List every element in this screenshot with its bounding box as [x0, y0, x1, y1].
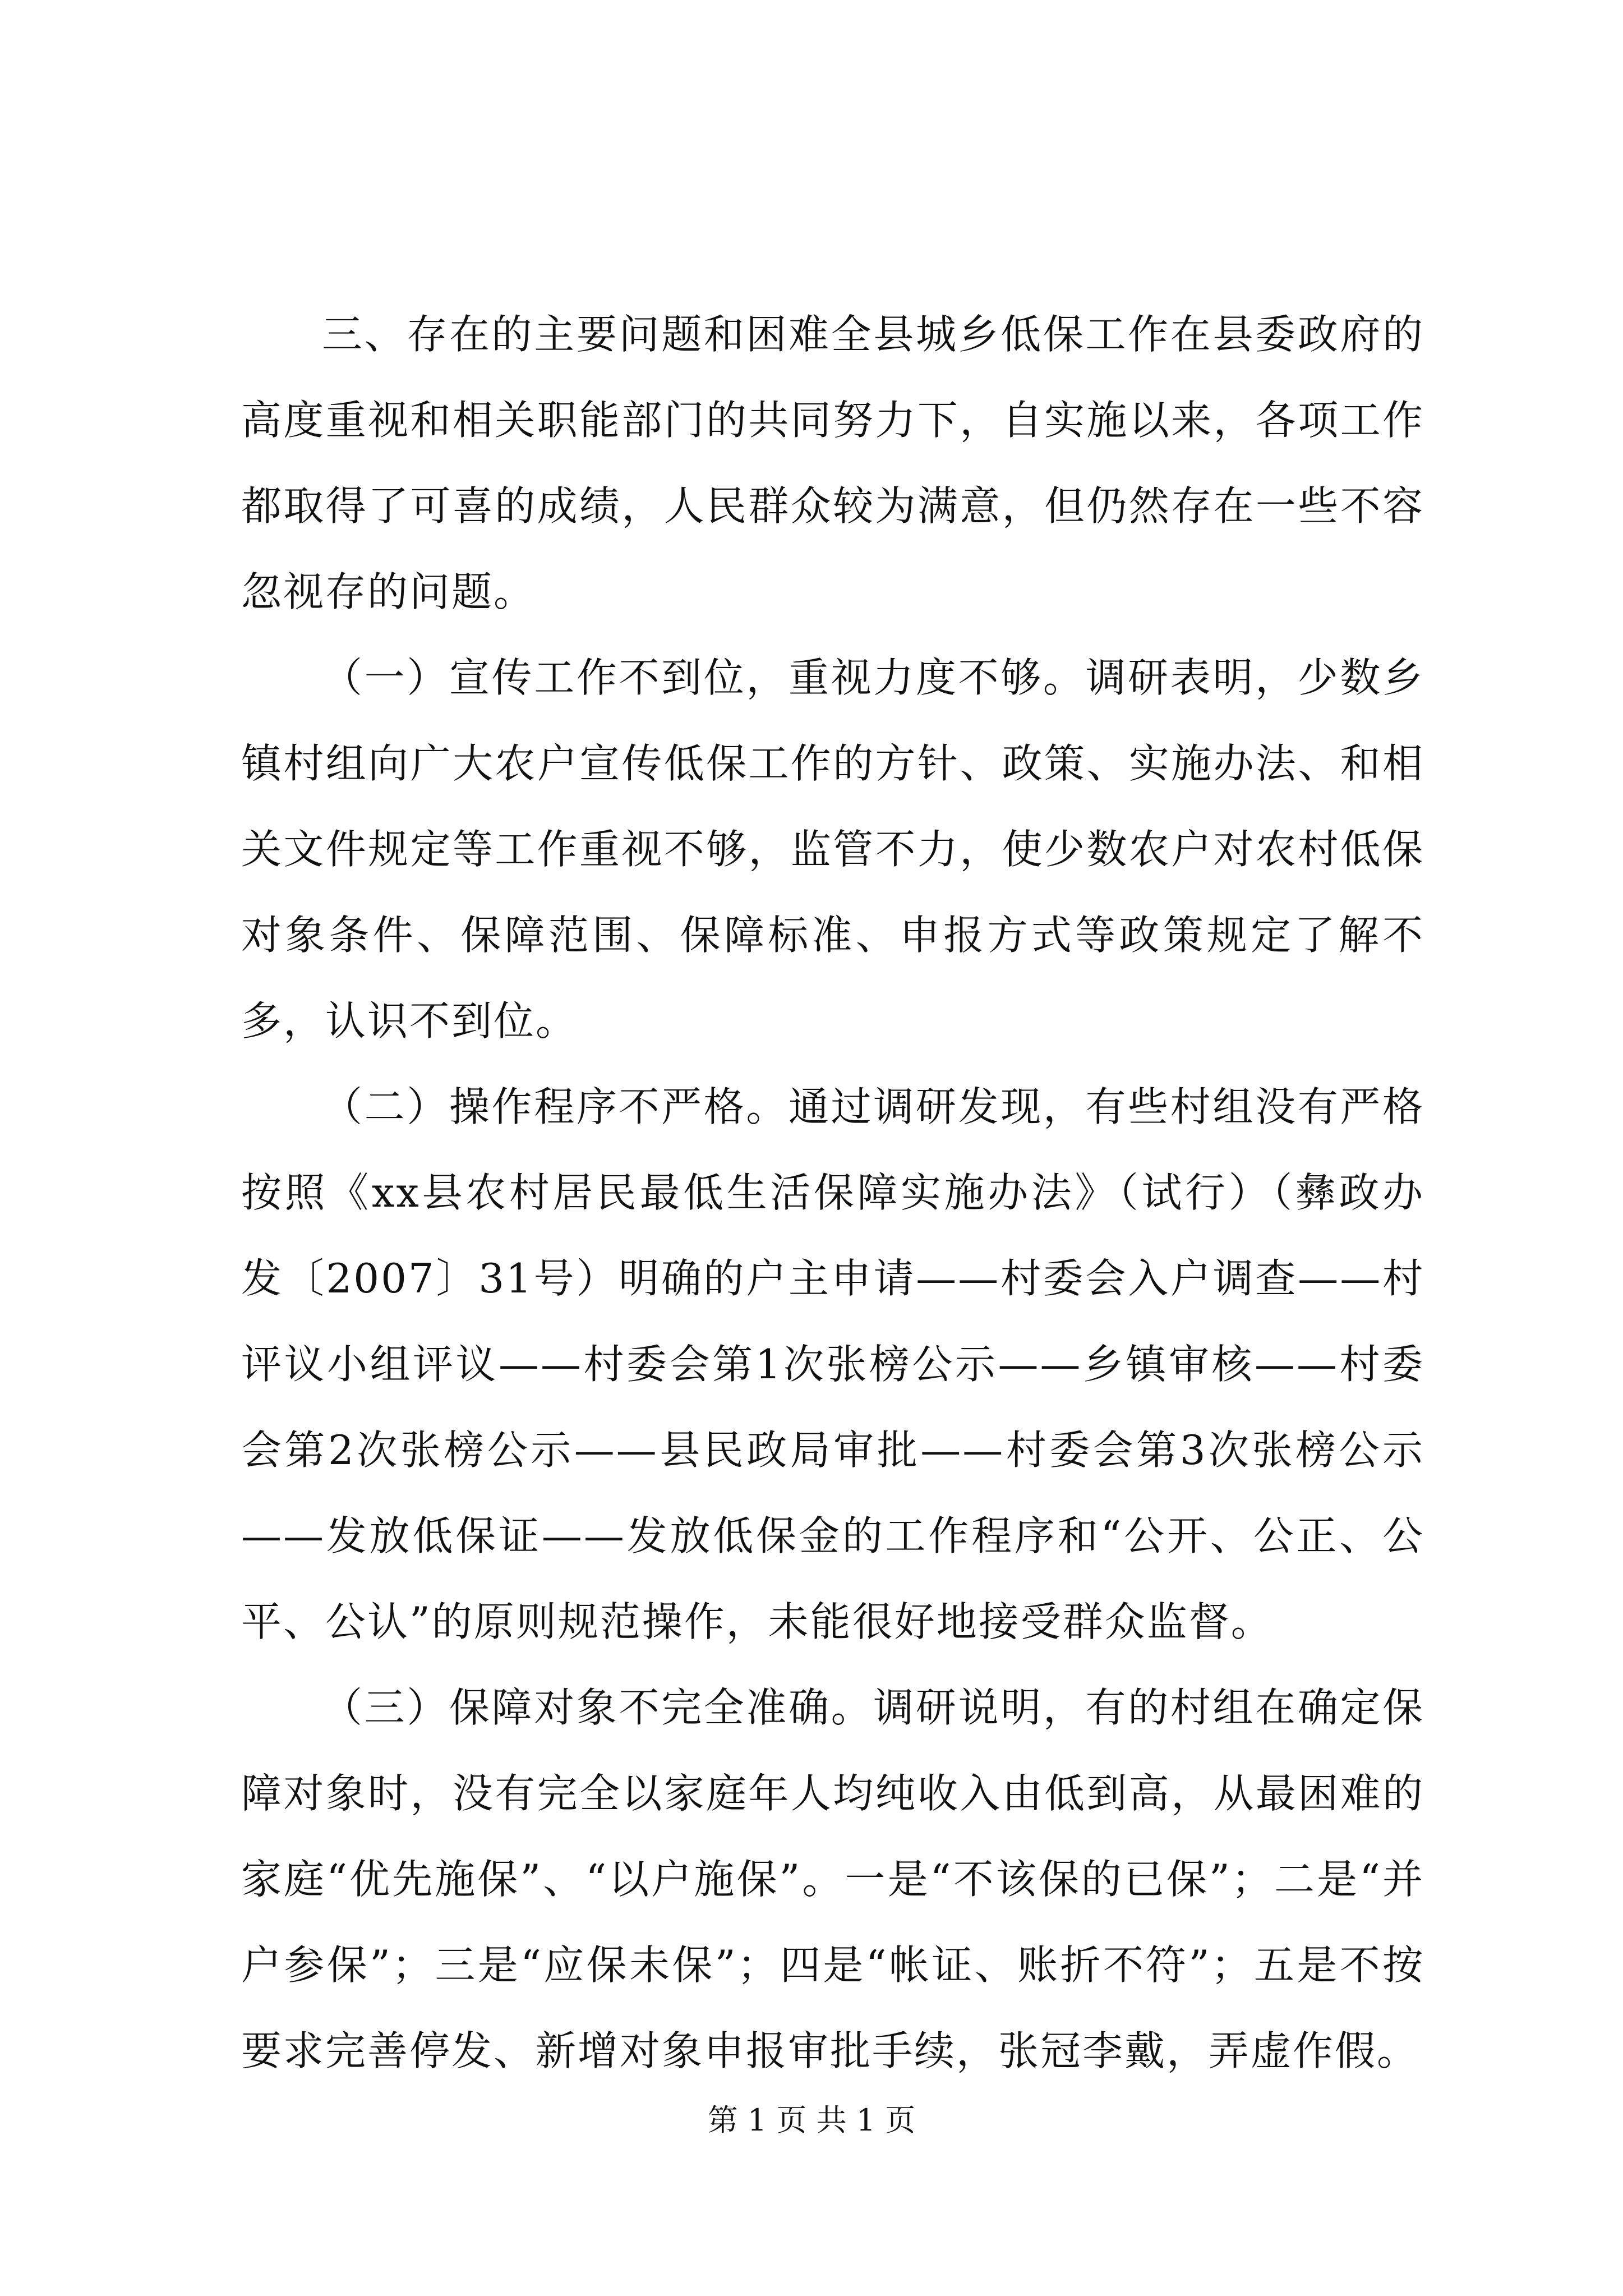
page-footer: 第 1 页 共 1 页: [707, 2102, 916, 2138]
paragraph-item-one: （一）宣传工作不到位，重视力度不够。调研表明，少数乡镇村组向广大农户宣传低保工作的方针、政策、实施办法、和相关文件规定等工作重视不够，监管不力，使少数农户对农村低保对象条件、保障范围、保障标准、申报方式等政策规定了解不多，认识不到位。: [241, 654, 1424, 1045]
paragraph-item-two: （二）操作程序不严格。通过调研发现，有些村组没有严格按照《xx县农村居民最低生活保障实施办法》（试行）（彝政办发〔2007〕31号）明确的户主申请——村委会入户调查——村评议小组评议——村委会第1次张榜公示——乡镇审核——村委会第2次张榜公示——县民政局审批——村委会第3次张榜公示——发放低保证——发放低保金的工作程序和“公开、公正、公平、公认”的原则规范操作，未能很好地接受群众监督。: [241, 1083, 1424, 1645]
paragraph-item-three: （三）保障对象不完全准确。调研说明，有的村组在确定保障对象时，没有完全以家庭年人均纯收入由低到高，从最困难的家庭“优先施保”、“以户施保”。一是“不该保的已保”；二是“并户参保”；三是“应保未保”；四是“帐证、账折不符”；五是不按要求完善停发、新增对象申报审批手续，张冠李戴，弄虚作假。: [241, 1684, 1424, 2074]
paragraph-section-three: 三、存在的主要问题和困难全县城乡低保工作在县委政府的高度重视和相关职能部门的共同努力下，自实施以来，各项工作都取得了可喜的成绩，人民群众较为满意，但仍然存在一些不容忽视存的问题。: [241, 311, 1424, 615]
document-body: [241, 292, 1424, 2094]
